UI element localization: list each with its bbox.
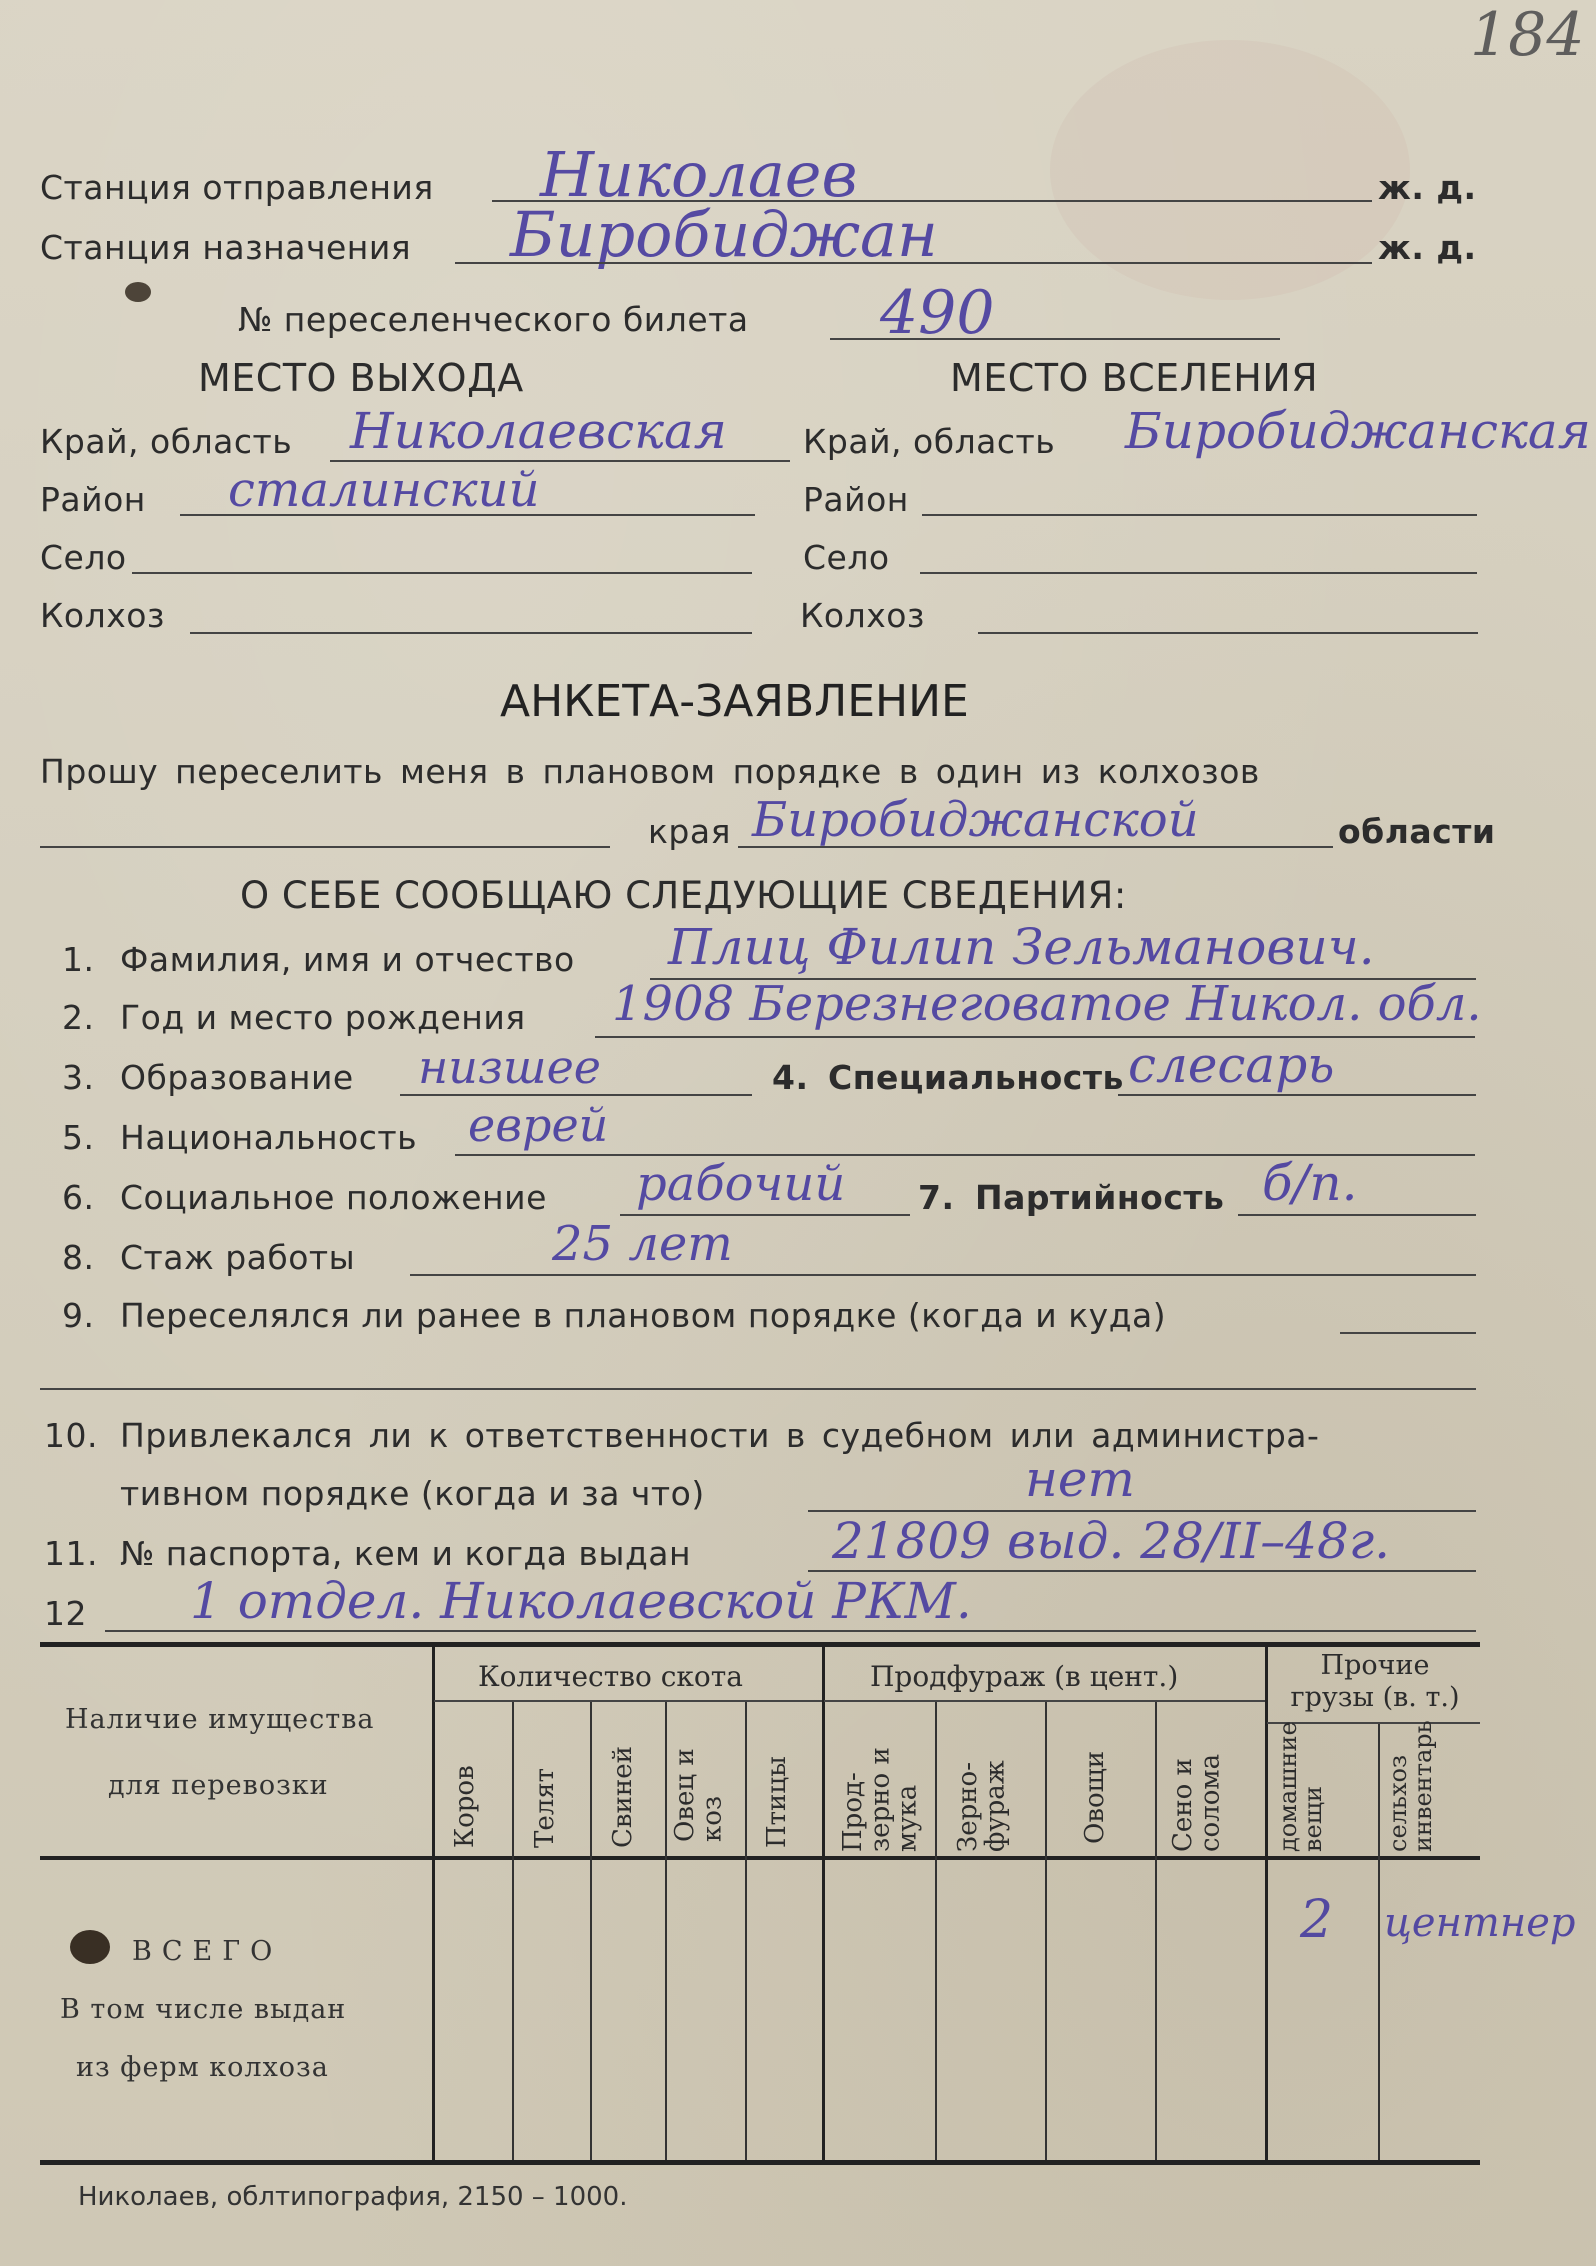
request-line: Прошу переселить меня в плановом порядке в один из колхозов bbox=[40, 752, 1260, 791]
origin-district-label: Район bbox=[40, 480, 146, 519]
column-header: Овощи bbox=[1080, 1750, 1110, 1844]
oblast-label: области bbox=[1338, 812, 1496, 851]
field-number: 5. bbox=[62, 1118, 95, 1157]
field-number: 2. bbox=[62, 998, 95, 1037]
underline bbox=[400, 1094, 752, 1096]
farm-equipment-value: центнер bbox=[1384, 1900, 1576, 1946]
field-value: Плиц Филип Зельманович. bbox=[668, 918, 1375, 976]
field-number: 9. bbox=[62, 1296, 95, 1335]
field-label: Национальность bbox=[120, 1118, 418, 1157]
underline bbox=[132, 572, 752, 574]
paper-stain bbox=[70, 1930, 110, 1964]
group-header-livestock: Количество скота bbox=[478, 1660, 743, 1693]
group-header-line bbox=[824, 1700, 1265, 1702]
column-header: Прод-зерно и мука bbox=[838, 1747, 923, 1852]
ticket-label: № переселенческого билета bbox=[238, 300, 749, 339]
underline bbox=[410, 1274, 1476, 1276]
table-divider bbox=[822, 1646, 825, 2160]
field-value: 21809 выд. 28/II–48г. bbox=[832, 1512, 1391, 1570]
table-column-line bbox=[590, 1700, 592, 2160]
field-label: № паспорта, кем и когда выдан bbox=[120, 1534, 692, 1573]
field-label: Специальность bbox=[828, 1058, 1124, 1097]
field-number: 1. bbox=[62, 940, 95, 979]
field-value: 1 отдел. Николаевской РКМ. bbox=[190, 1572, 972, 1630]
origin-village-label: Село bbox=[40, 538, 127, 577]
underline bbox=[105, 1630, 1476, 1632]
group-header-other-cargo: Прочие грузы (в. т.) bbox=[1290, 1650, 1460, 1714]
table-column-line bbox=[512, 1700, 514, 2160]
field-number: 12 bbox=[44, 1594, 87, 1633]
field-label: Социальное положение bbox=[120, 1178, 547, 1217]
field-label: Образование bbox=[120, 1058, 354, 1097]
form-title: АНКЕТА-ЗАЯВЛЕНИЕ bbox=[500, 676, 969, 727]
field-value: б/п. bbox=[1262, 1154, 1358, 1212]
column-header: Птицы bbox=[762, 1756, 792, 1848]
field-value: низшее bbox=[418, 1040, 602, 1094]
row-header-line1: Наличие имущества bbox=[65, 1704, 375, 1735]
settlement-village-label: Село bbox=[803, 538, 890, 577]
underline bbox=[40, 846, 610, 848]
column-header: Зерно-фураж bbox=[953, 1760, 1011, 1852]
field-label: Привлекался ли к ответственности в судебном или администра- bbox=[120, 1416, 1320, 1455]
field-number: 4. bbox=[772, 1058, 809, 1097]
departure-label: Станция отправления bbox=[40, 168, 434, 207]
field-number: 8. bbox=[62, 1238, 95, 1277]
origin-heading: МЕСТО ВЫХОДА bbox=[198, 356, 524, 400]
field-value: рабочий bbox=[636, 1156, 846, 1212]
field-number: 7. bbox=[918, 1178, 955, 1217]
underline bbox=[830, 338, 1280, 340]
table-header-bottom-border bbox=[40, 1856, 1480, 1860]
group-header-food-fodder: Продфураж (в цент.) bbox=[870, 1660, 1179, 1693]
field-label: Партийность bbox=[975, 1178, 1225, 1217]
table-column-line bbox=[1155, 1700, 1157, 2160]
origin-region-label: Край, область bbox=[40, 422, 293, 461]
field-value: еврей bbox=[468, 1098, 609, 1152]
printer-imprint: Николаев, облтипография, 2150 – 1000. bbox=[78, 2182, 628, 2212]
row-header-line2: для перевозки bbox=[108, 1770, 329, 1801]
paper-stain bbox=[1050, 40, 1410, 300]
origin-kolkhoz-label: Колхоз bbox=[40, 596, 165, 635]
table-column-line bbox=[1378, 1722, 1380, 2160]
subtotal-label-line1: В том числе выдан bbox=[60, 1994, 347, 2025]
column-header: Сено и солома bbox=[1168, 1753, 1226, 1852]
field-number: 3. bbox=[62, 1058, 95, 1097]
underline bbox=[922, 514, 1477, 516]
table-column-line bbox=[935, 1700, 937, 2160]
underline bbox=[1238, 1214, 1476, 1216]
rail-suffix: ж. д. bbox=[1378, 228, 1477, 267]
ticket-value: 490 bbox=[880, 278, 995, 348]
subtotal-label-line2: из ферм колхоза bbox=[76, 2052, 329, 2083]
column-header: домашние вещи bbox=[1274, 1721, 1328, 1852]
field-value: слесарь bbox=[1128, 1036, 1335, 1094]
field-label: Переселялся ли ранее в плановом порядке (когда и куда) bbox=[120, 1296, 1167, 1335]
total-label: ВСЕГО bbox=[132, 1936, 283, 1967]
settlement-kolkhoz-label: Колхоз bbox=[800, 596, 925, 635]
underline bbox=[180, 514, 755, 516]
underline bbox=[978, 632, 1478, 634]
field-number: 11. bbox=[44, 1534, 98, 1573]
underline bbox=[1118, 1094, 1476, 1096]
paper-stain bbox=[125, 282, 151, 302]
departure-value: Николаев bbox=[540, 138, 858, 211]
table-column-line bbox=[745, 1700, 747, 2160]
underline bbox=[1340, 1332, 1476, 1334]
info-heading: О СЕБЕ СООБЩАЮ СЛЕДУЮЩИЕ СВЕДЕНИЯ: bbox=[240, 874, 1127, 917]
origin-district-value: сталинский bbox=[228, 462, 540, 518]
column-header: Овец и коз bbox=[670, 1748, 728, 1842]
underline bbox=[40, 1388, 1476, 1390]
table-divider bbox=[432, 1646, 435, 2160]
settlement-district-label: Район bbox=[803, 480, 909, 519]
krai-label: края bbox=[648, 812, 731, 851]
household-goods-value: 2 bbox=[1300, 1890, 1334, 1950]
rail-suffix: ж. д. bbox=[1378, 168, 1477, 207]
column-header: Коров bbox=[450, 1765, 480, 1848]
underline bbox=[455, 262, 1372, 264]
column-header: сельхоз инвентарь bbox=[1384, 1720, 1438, 1852]
column-header: Телят bbox=[530, 1767, 560, 1848]
table-column-line bbox=[1045, 1700, 1047, 2160]
destination-label: Станция назначения bbox=[40, 228, 412, 267]
field-label: Год и место рождения bbox=[120, 998, 526, 1037]
field-value: нет bbox=[1025, 1450, 1135, 1508]
destination-value: Биробиджан bbox=[510, 198, 938, 271]
field-value: 1908 Березнеговатое Никол. обл. bbox=[612, 976, 1482, 1032]
table-column-line bbox=[665, 1700, 667, 2160]
group-header-line bbox=[434, 1700, 822, 1702]
field-number: 6. bbox=[62, 1178, 95, 1217]
underline bbox=[190, 632, 752, 634]
field-number: 10. bbox=[44, 1416, 98, 1455]
field-label: Стаж работы bbox=[120, 1238, 356, 1277]
field-label-continued: тивном порядке (когда и за что) bbox=[120, 1474, 705, 1513]
table-bottom-border bbox=[40, 2160, 1480, 2165]
field-label: Фамилия, имя и отчество bbox=[120, 940, 575, 979]
settlement-region-value: Биробиджанская bbox=[1125, 402, 1591, 460]
underline bbox=[920, 572, 1477, 574]
table-top-border bbox=[40, 1642, 1480, 1647]
settlement-region-label: Край, область bbox=[803, 422, 1056, 461]
krai-value: Биробиджанской bbox=[752, 792, 1199, 848]
field-value: 25 лет bbox=[552, 1216, 733, 1272]
underline bbox=[595, 1036, 1475, 1038]
origin-region-value: Николаевская bbox=[350, 402, 727, 460]
page-number: 184 bbox=[1470, 0, 1585, 70]
column-header: Свиней bbox=[608, 1746, 638, 1848]
underline bbox=[738, 846, 1333, 848]
settlement-heading: МЕСТО ВСЕЛЕНИЯ bbox=[950, 356, 1319, 400]
